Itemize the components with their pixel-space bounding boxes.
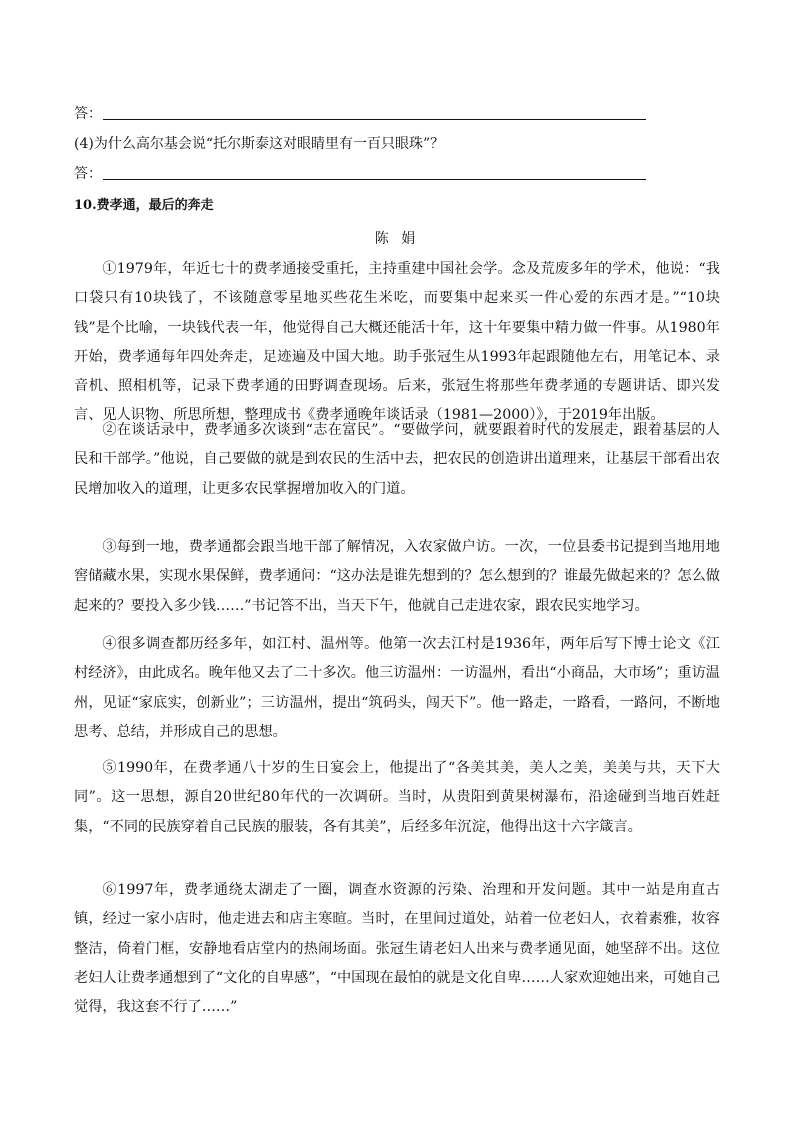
paragraph-2: ②在谈话录中，费孝通多次谈到“志在富民”。“要做学问，就要跟着时代的发展走，跟着基层的人民和干部学。”他说，自己要做的就是到农民的生活中去，把农民的创造讲出道理来，让基层干部看出农民增加收入的道理，让更多农民掌握增加收入的门道。 [74,422,720,497]
paragraph-3: ③每到一地，费孝通都会跟当地干部了解情况，入农家做户访。一次，一位县委书记提到当地用地窖储藏水果，实现水果保鲜，费孝通问：“这办法是谁先想到的？怎么想到的？谁最先做起来的？怎么做起来的？要投入多少钱……”书记答不出，当天下午，他就自己走进农家，跟农民实地学习。 [74,539,720,614]
paragraph-6: ⑥1997年，费孝通绕太湖走了一圈，调查水资源的污染、治理和开发问题。其中一站是甪直古镇，经过一家小店时，他走进去和店主寒暄。当时，在里间过道处，站着一位老妇人，衣着素雅，妆容整洁，倚着门框，安静地看店堂内的热闹场面。张冠生请老妇人出来与费孝通见面，她坚辞不出。这位老妇人让费孝通想到了“文化的自卑感”，“中国现在最怕的就是文化自卑……人家欢迎她出来，可她自己觉得，我这套不行了……” [74,882,721,1016]
q4-answer-line [103,179,646,180]
section-title: 10.费孝通，最后的奔走 [74,198,214,213]
q3-answer-line [103,119,646,120]
paragraph-1: ①1979年，年近七十的费孝通接受重托，主持重建中国社会学。念及荒废多年的学术，他说：“我口袋只有10块钱了，不该随意零星地买些花生米吃，而要集中起来买一件心爱的东西才是。”“10块钱”是个比喻，一块钱代表一年，他觉得自己大概还能活十年，这十年要集中精力做一件事。从1980年开始，费孝通每年四处奔走，足迹遍及中国大地。助手张冠生从1993年起跟随他左右，用笔记本、录音机、照相机等，记录下费孝通的田野调查现场。后来，张冠生将那些年费孝通的专题讲话、即兴发言、见人识物、所思所想，整理成书《费孝通晚年谈话录（1981—2000）》，于2019年出版。 [74,261,720,424]
q3-answer-label: 答： [74,106,102,122]
paragraph-5: ⑤1990年，在费孝通八十岁的生日宴会上，他提出了“各美其美，美人之美，美美与共，天下大同”。这一思想，源自20世纪80年代的一次调研。当时，从贵阳到黄果树瀑布，沿途碰到当地百姓赶集，“不同的民族穿着自己民族的服装，各有其美”，后经多年沉淀，他得出这十六字箴言。 [74,760,720,835]
q4-question: (4)为什么高尔基会说“托尔斯泰这对眼睛里有一百只眼珠”？ [74,136,445,152]
paragraph-4: ④很多调查都历经多年，如江村、温州等。他第一次去江村是1936年，两年后写下博士论文《江村经济》，由此成名。晚年他又去了二十多次。他三访温州：一访温州，看出“小商品，大市场”；重访温州，见证“家底实，创新业”；三访温州，提出“筑码头，闯天下”。他一路走，一路看，一路问，不断地思考、总结，并形成自己的思想。 [74,636,720,740]
author-name: 陈 娟 [374,231,420,247]
q4-answer-label: 答： [74,166,102,182]
